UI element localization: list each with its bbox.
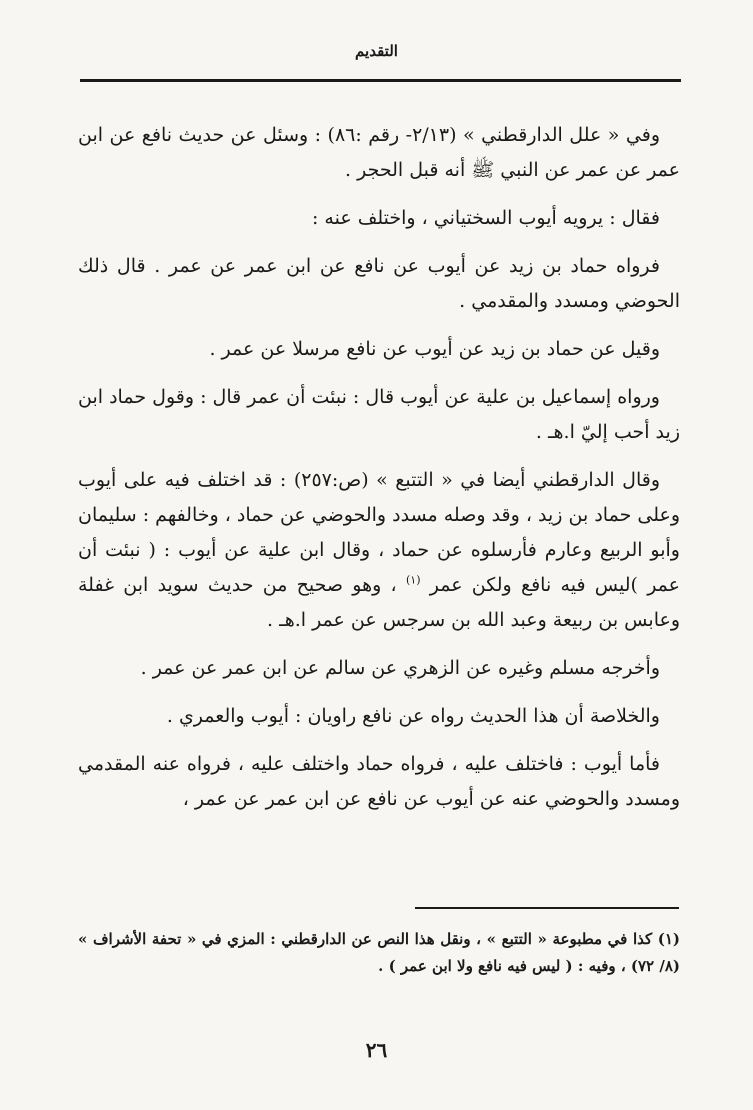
- paragraph-6: [78, 463, 680, 638]
- footnote-rule: [415, 907, 679, 909]
- footnote-text: (١) كذا في مطبوعة « التتبع » ، ونقل هذا النص عن الدارقطني : المزي في « تحفة الأشراف » (٨/ ٧٢) ، وفيه : ( ليس فيه نافع ولا ابن عمر ) .: [78, 930, 680, 975]
- paragraph-7: وأخرجه مسلم وغيره عن الزهري عن سالم عن ابن عمر عن عمر .: [140, 657, 660, 679]
- paragraph-6-tail: ، وهو صحيح من حديث سويد ابن غفلة وعابس بن ربيعة وعبد الله بن سرجس عن عمر ا.هـ .: [78, 574, 680, 631]
- paragraph-5: ورواه إسماعيل بن علية عن أيوب قال : نبئت أن عمر قال : وقول حماد ابن زيد أحب إليّ ا.هـ .: [78, 386, 680, 443]
- paragraph-9: فأما أيوب : فاختلف عليه ، فرواه حماد واختلف عليه ، فرواه عنه المقدمي ومسدد والحوضي عنه عن أيوب عن نافع عن ابن عمر عن عمر ،: [78, 753, 680, 810]
- running-head: التقديم: [355, 42, 398, 60]
- paragraph-1: وفي « علل الدارقطني » (٢/١٣- رقم :٨٦) : وسئل عن حديث نافع عن ابن عمر عن عمر عن النبي ﷺ أنه قبل الحجر .: [78, 124, 680, 181]
- body-text: [78, 118, 680, 830]
- paragraph-3: فرواه حماد بن زيد عن أيوب عن نافع عن ابن عمر عن عمر . قال ذلك الحوضي ومسدد والمقدمي .: [78, 255, 680, 312]
- page-number: ٢٦: [365, 1038, 388, 1062]
- paragraph-6-text: وقال الدارقطني أيضا في « التتبع » (ص:٢٥٧) : قد اختلف فيه على أيوب وعلى حماد بن زيد ، وقد وصله مسدد والحوضي عن حماد ، وخالفهم : سليمان وأبو الربيع وعارم فأرسلوه عن حماد ، وقال ابن علية عن أيوب : ( نبئت أن عمر ): [78, 469, 681, 596]
- header-rule: [80, 79, 681, 82]
- paragraph-6-cont: ليس فيه نافع ولكن عمر: [429, 574, 631, 596]
- paragraph-8: والخلاصة أن هذا الحديث رواه عن نافع راويان : أيوب والعمري .: [166, 705, 660, 727]
- footnote-reference[interactable]: (١): [405, 573, 421, 587]
- paragraph-4: وقيل عن حماد بن زيد عن أيوب عن نافع مرسلا عن عمر .: [209, 338, 660, 360]
- footnote: [78, 926, 680, 980]
- paragraph-2: فقال : يرويه أيوب السختياني ، واختلف عنه :: [311, 207, 660, 229]
